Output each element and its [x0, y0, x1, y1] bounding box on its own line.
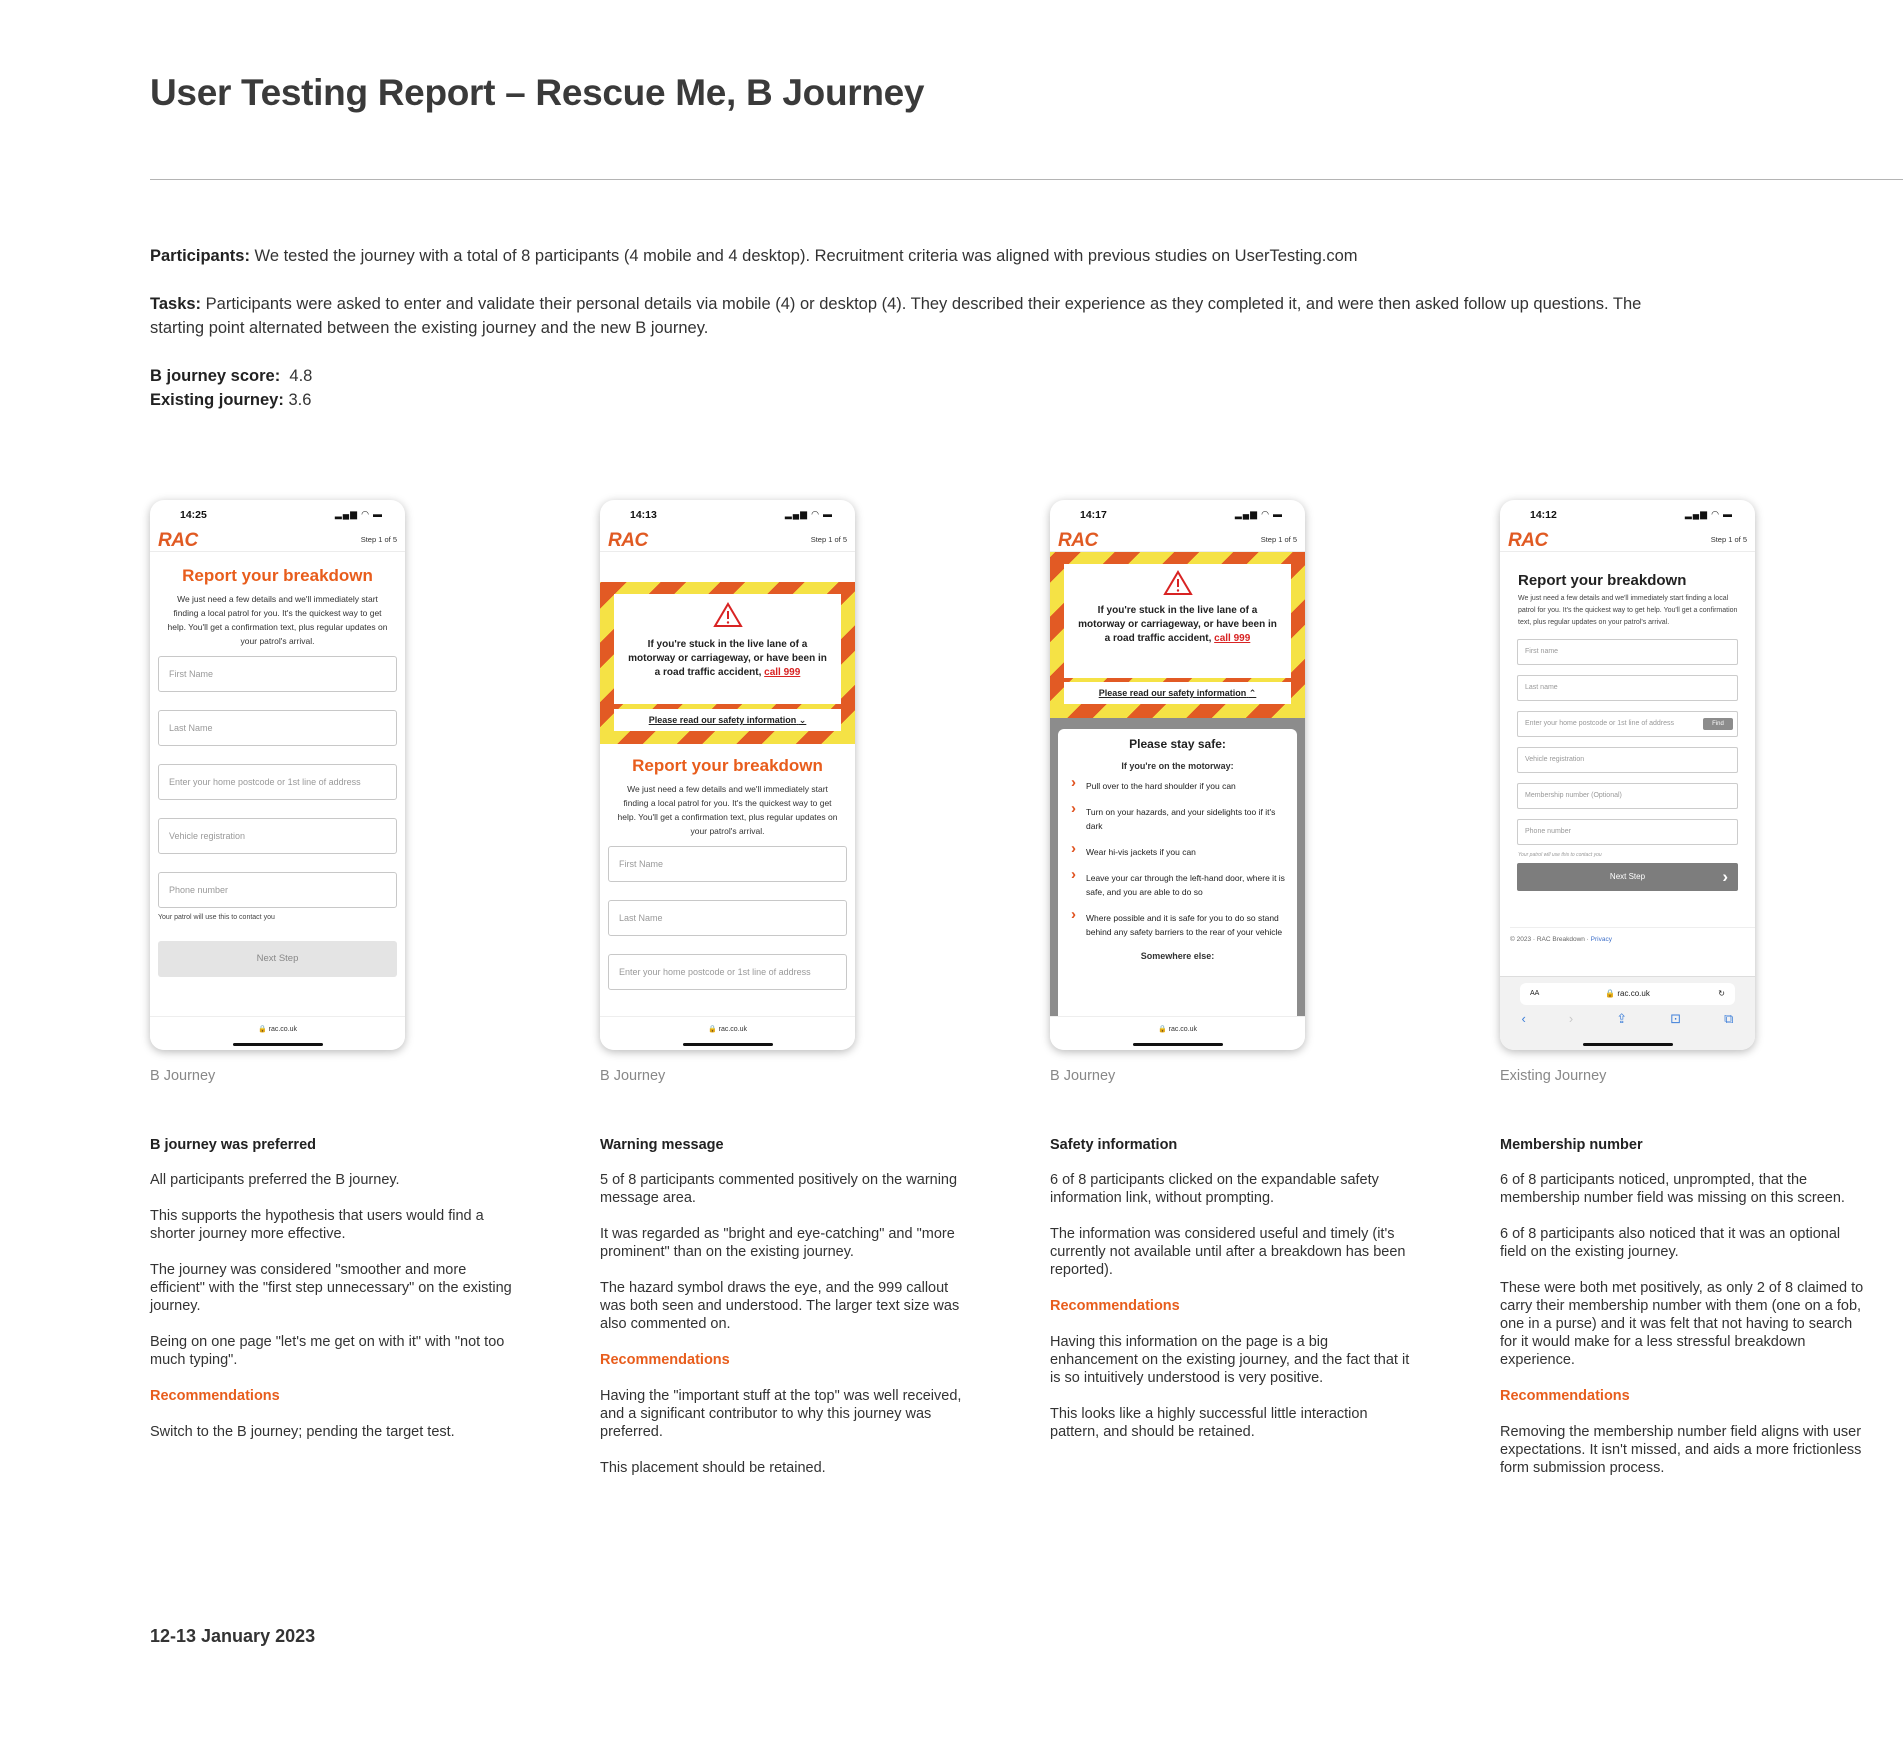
phone-screenshot-existing-journey — [1500, 500, 1755, 1050]
caption: Existing Journey — [1500, 1068, 1607, 1084]
finding-text: It was regarded as "bright and eye-catching" and "more prominent" than on the existing journey. — [600, 1226, 955, 1260]
finding-text: The hazard symbol draws the eye, and the 999 callout was both seen and understood. The larger text size was also commented on. — [600, 1280, 960, 1332]
finding-text: This supports the hypothesis that users would find a shorter journey more effective. — [150, 1208, 484, 1242]
finding-heading: B journey was preferred — [150, 1137, 316, 1153]
recommendation-text: Having the "important stuff at the top" was well received, and a significant contributor to why this journey was preferred. — [600, 1388, 962, 1440]
step-indicator: Step 1 of 5 — [1260, 535, 1297, 544]
rac-logo: RAC — [158, 530, 198, 551]
finding-text: 6 of 8 participants clicked on the expandable safety information link, without prompting. — [1050, 1172, 1379, 1206]
phone-note: Your patrol will use this to contact you — [1518, 852, 1602, 858]
share-icon[interactable]: ⇪ — [1616, 1011, 1628, 1026]
step-indicator: Step 1 of 5 — [360, 535, 397, 544]
form-heading: Report your breakdown — [1518, 572, 1687, 589]
caption: B Journey — [150, 1068, 216, 1084]
status-icons: ▂▄▆ ◠ ▬ — [1234, 509, 1283, 519]
finding-heading: Safety information — [1050, 1137, 1178, 1153]
warning-box: If you're stuck in the live lane of a motorway or carriageway, or have been in a road traffic accident, call 999 — [1064, 564, 1291, 678]
form-heading: Report your breakdown — [632, 756, 823, 775]
last-name-input[interactable]: Last Name — [158, 710, 397, 746]
finding-text: The journey was considered "smoother and more efficient" with the "first step unnecessary" on the existing journey. — [150, 1262, 512, 1314]
safety-tip: › Turn on your hazards, and your sidelights too if it's dark — [1068, 805, 1287, 833]
status-time: 14:25 — [180, 509, 207, 521]
call-999-link[interactable]: call 999 — [1214, 633, 1251, 644]
finding-column-membership — [1500, 1136, 1865, 1495]
somewhere-else-subheading: Somewhere else: — [1140, 951, 1215, 961]
next-step-button[interactable]: Next Step › — [1517, 863, 1738, 891]
safety-tip: › Leave your car through the left-hand door, where it is safe, and you are able to do so — [1068, 871, 1287, 899]
postcode-input[interactable]: Enter your home postcode or 1st line of address Find — [1517, 711, 1738, 737]
form-intro: We just need a few details and we'll immediately start finding a local patrol for you. It's the quickest way to get help. You'll get a confirmation text, plus regular updates on your patrol's arrival. — [1518, 595, 1738, 626]
finding-column-warning — [600, 1136, 965, 1495]
recommendations-label: Recommendations — [1050, 1298, 1180, 1314]
stay-safe-title: Please stay safe: — [1129, 737, 1226, 751]
membership-number-input[interactable]: Membership number (Optional) — [1517, 783, 1738, 809]
home-indicator — [233, 1043, 323, 1046]
status-time: 14:13 — [630, 509, 657, 521]
first-name-input[interactable]: First Name — [608, 846, 847, 882]
finding-text: 5 of 8 participants commented positively on the warning message area. — [600, 1172, 958, 1206]
safety-tip: › Where possible and it is safe for you to do so stand behind any safety barriers to the rear of your vehicle — [1068, 911, 1287, 939]
existing-journey-score: Existing journey: 3.6 — [150, 391, 312, 409]
status-time: 14:17 — [1080, 509, 1107, 521]
recommendation-text: This looks like a highly successful little interaction pattern, and should be retained. — [1050, 1406, 1368, 1440]
scores — [150, 364, 1650, 412]
chevron-up-icon: ⌃ — [1248, 688, 1257, 698]
motorway-subheading: If you're on the motorway: — [1121, 761, 1234, 771]
reload-icon[interactable]: ↻ — [1718, 989, 1725, 998]
b-journey-score: B journey score: 4.8 — [150, 367, 313, 385]
recommendations-label: Recommendations — [600, 1352, 730, 1368]
chevron-right-icon: › — [1722, 867, 1728, 886]
status-icons: ▂▄▆ ◠ ▬ — [1684, 509, 1733, 519]
report-date: 12-13 January 2023 — [150, 1626, 316, 1646]
postcode-input[interactable]: Enter your home postcode or 1st line of address — [608, 954, 847, 990]
warning-triangle-icon — [1163, 570, 1193, 596]
form-intro: We just need a few details and we'll immediately start finding a local patrol for you. It's the quickest way to get help. You'll get a confirmation text, plus regular updates on your patrol's arrival. — [617, 784, 838, 836]
chevron-down-icon: ⌄ — [798, 715, 807, 725]
phone-screenshot-safety-info — [1050, 500, 1305, 1050]
home-indicator — [1133, 1043, 1223, 1046]
phone-screenshot-warning — [600, 500, 855, 1050]
finding-text: Being on one page "let's me get on with it" with "not too much typing". — [150, 1334, 505, 1368]
last-name-input[interactable]: Last name — [1517, 675, 1738, 701]
safety-panel — [1050, 718, 1305, 1022]
phone-screenshot-b-journey-form — [150, 500, 405, 1050]
text-size-button[interactable]: AA — [1530, 990, 1540, 997]
participants-paragraph: Participants: We tested the journey with a total of 8 participants (4 mobile and 4 desktop). Recruitment criteria was aligned with previous studies on UserTesting.com — [150, 247, 1358, 265]
warning-box: If you're stuck in the live lane of a motorway or carriageway, or have been in a road traffic accident, call 999 — [614, 594, 841, 704]
back-icon[interactable]: ‹ — [1521, 1011, 1526, 1026]
form-heading: Report your breakdown — [182, 566, 373, 585]
warning-triangle-icon — [713, 602, 743, 628]
hazard-banner — [600, 582, 855, 744]
hazard-banner — [1050, 552, 1305, 718]
recommendations-label: Recommendations — [150, 1388, 280, 1404]
page-title: User Testing Report – Rescue Me, B Journey — [150, 72, 925, 113]
phone-note: Your patrol will use this to contact you — [158, 914, 275, 921]
recommendation-text: Having this information on the page is a big enhancement on the existing journey, and the fact that it is so intuitively understood is very positive. — [1050, 1334, 1410, 1386]
url-bar: 🔒 rac.co.uk — [150, 1016, 405, 1050]
finding-text: 6 of 8 participants noticed, unprompted, that the membership number field was missing on this screen. — [1500, 1172, 1845, 1206]
safari-toolbar — [1500, 976, 1755, 1050]
vehicle-registration-input[interactable]: Vehicle registration — [1517, 747, 1738, 773]
safety-info-link[interactable]: Please read our safety information ⌄ — [614, 709, 841, 731]
page-footer: © 2023 · RAC Breakdown · Privacy — [1510, 927, 1755, 943]
tabs-icon[interactable]: ⧉ — [1724, 1011, 1734, 1026]
call-999-link[interactable]: call 999 — [764, 667, 801, 678]
vehicle-registration-input[interactable]: Vehicle registration — [158, 818, 397, 854]
rac-logo: RAC — [608, 530, 648, 551]
url-bar: 🔒 rac.co.uk — [1050, 1016, 1305, 1050]
status-icons: ▂▄▆ ◠ ▬ — [334, 509, 383, 519]
home-indicator — [683, 1043, 773, 1046]
finding-text: These were both met positively, as only 2 of 8 claimed to carry their membership number with them (one on a fob, one in a purse) and it was felt that not having to search for it would make for a less stressful breakdown experience. — [1500, 1280, 1864, 1368]
step-indicator: Step 1 of 5 — [1710, 535, 1747, 544]
next-step-button[interactable]: Next Step — [158, 941, 397, 977]
form-intro: We just need a few details and we'll immediately start finding a local patrol for you. It's the quickest way to get help. You'll get a confirmation text, plus regular updates on your patrol's arrival. — [167, 594, 388, 646]
bookmarks-icon[interactable]: ⊡ — [1670, 1011, 1682, 1026]
safety-tip: › Wear hi-vis jackets if you can — [1068, 845, 1287, 859]
finding-heading: Membership number — [1500, 1137, 1643, 1153]
finding-text: 6 of 8 participants also noticed that it was an optional field on the existing journey. — [1500, 1226, 1841, 1260]
rac-logo: RAC — [1058, 530, 1098, 551]
finding-column-safety — [1050, 1136, 1415, 1459]
url-bar: 🔒 rac.co.uk — [600, 1016, 855, 1050]
divider — [150, 179, 1903, 180]
recommendation-text: Switch to the B journey; pending the target test. — [150, 1424, 455, 1440]
status-icons: ▂▄▆ ◠ ▬ — [784, 509, 833, 519]
forward-icon[interactable]: › — [1568, 1011, 1574, 1026]
last-name-input[interactable]: Last Name — [608, 900, 847, 936]
rac-logo: RAC — [1508, 530, 1548, 551]
finding-column-b-journey — [150, 1136, 515, 1459]
safety-info-link[interactable]: Please read our safety information ⌃ — [1064, 682, 1291, 704]
privacy-link[interactable]: Privacy — [1590, 936, 1612, 943]
phone-number-input[interactable]: Phone number — [1517, 819, 1738, 845]
finding-text: All participants preferred the B journey. — [150, 1172, 400, 1188]
find-button[interactable]: Find — [1703, 718, 1733, 730]
finding-text: The information was considered useful and timely (it's currently not available until after a breakdown has been reported). — [1050, 1226, 1406, 1278]
finding-heading: Warning message — [600, 1137, 724, 1153]
safari-address-bar[interactable]: AA 🔒 rac.co.uk ↻ — [1520, 983, 1735, 1005]
recommendation-text: This placement should be retained. — [600, 1460, 826, 1476]
caption: B Journey — [600, 1068, 666, 1084]
caption: B Journey — [1050, 1068, 1116, 1084]
status-time: 14:12 — [1530, 509, 1557, 521]
recommendations-label: Recommendations — [1500, 1388, 1630, 1404]
postcode-input[interactable]: Enter your home postcode or 1st line of address — [158, 764, 397, 800]
tasks-paragraph: Tasks: Participants were asked to enter and validate their personal details via mobile (4) or desktop (4). They described their experience as they completed it, and were then asked follow up questions. The starting point alternated between the existing journey and the new B journey. — [150, 295, 1642, 337]
step-indicator: Step 1 of 5 — [810, 535, 847, 544]
phone-number-input[interactable]: Phone number — [158, 872, 397, 908]
first-name-input[interactable]: First name — [1517, 639, 1738, 665]
recommendation-text: Removing the membership number field aligns with user expectations. It isn't missed, and aids a more frictionless form submission process. — [1500, 1424, 1862, 1476]
first-name-input[interactable]: First Name — [158, 656, 397, 692]
home-indicator — [1583, 1043, 1673, 1046]
safety-tip: › Pull over to the hard shoulder if you can — [1068, 779, 1287, 793]
